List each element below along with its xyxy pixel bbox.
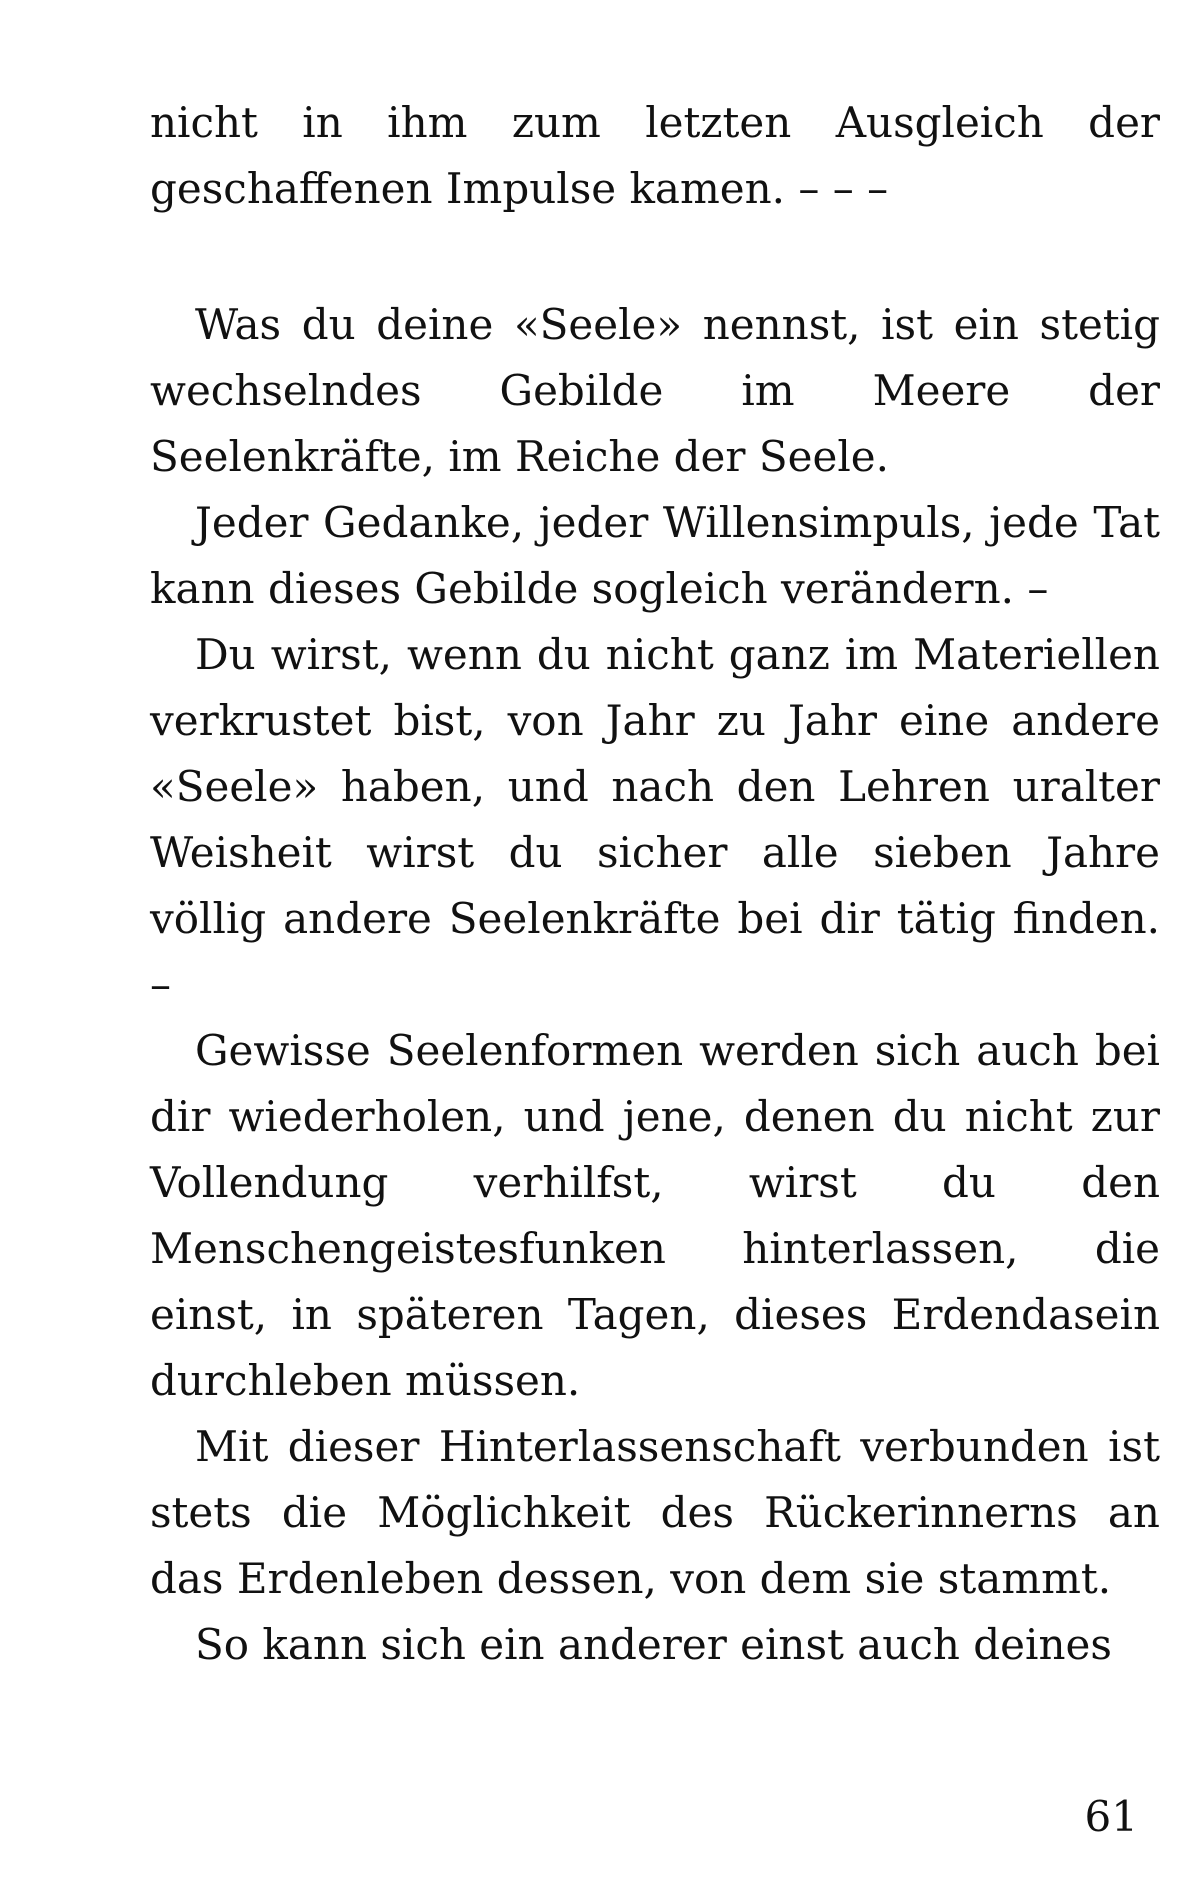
opening-text-block xyxy=(150,90,1160,222)
opening-paragraph: nicht in ihm zum letzten Ausgleich der geschaffenen Impulse kamen. – – – xyxy=(150,98,1160,213)
main-text-block xyxy=(150,292,1160,1678)
page-number: 61 xyxy=(1084,1792,1138,1841)
paragraph-hinterlassenschaft: Mit dieser Hinterlassenschaft verbunden ist stets die Möglichkeit des Rückerinnerns an das Erdenleben dessen, von dem sie stammt. xyxy=(150,1422,1160,1603)
paragraph-final-line: So kann sich ein anderer einst auch deines xyxy=(195,1620,1112,1669)
paragraph-jahr-zu-jahr: Du wirst, wenn du nicht ganz im Materiellen verkrustet bist, von Jahr zu Jahr eine andere «Seele» haben, und nach den Lehren uralter Weisheit wirst du sicher alle sieben Jahre völlig andere Seelenkräfte bei dir tätig finden. – xyxy=(150,630,1160,1009)
paragraph-gedanke: Jeder Gedanke, jeder Willensimpuls, jede Tat kann dieses Gebilde sogleich verändern. – xyxy=(150,498,1160,613)
paragraph-seelenformen: Gewisse Seelenformen werden sich auch bei dir wiederholen, und jene, denen du nicht zur Vollendung verhilfst, wirst du den Menschengeistesfunken hinterlassen, die einst, in späteren Tagen, dieses Erdendasein durchleben müssen. xyxy=(150,1026,1160,1405)
paragraph-seele-definition: Was du deine «Seele» nennst, ist ein stetig wechselndes Gebilde im Meere der Seelenkräfte, im Reiche der Seele. xyxy=(150,300,1160,481)
